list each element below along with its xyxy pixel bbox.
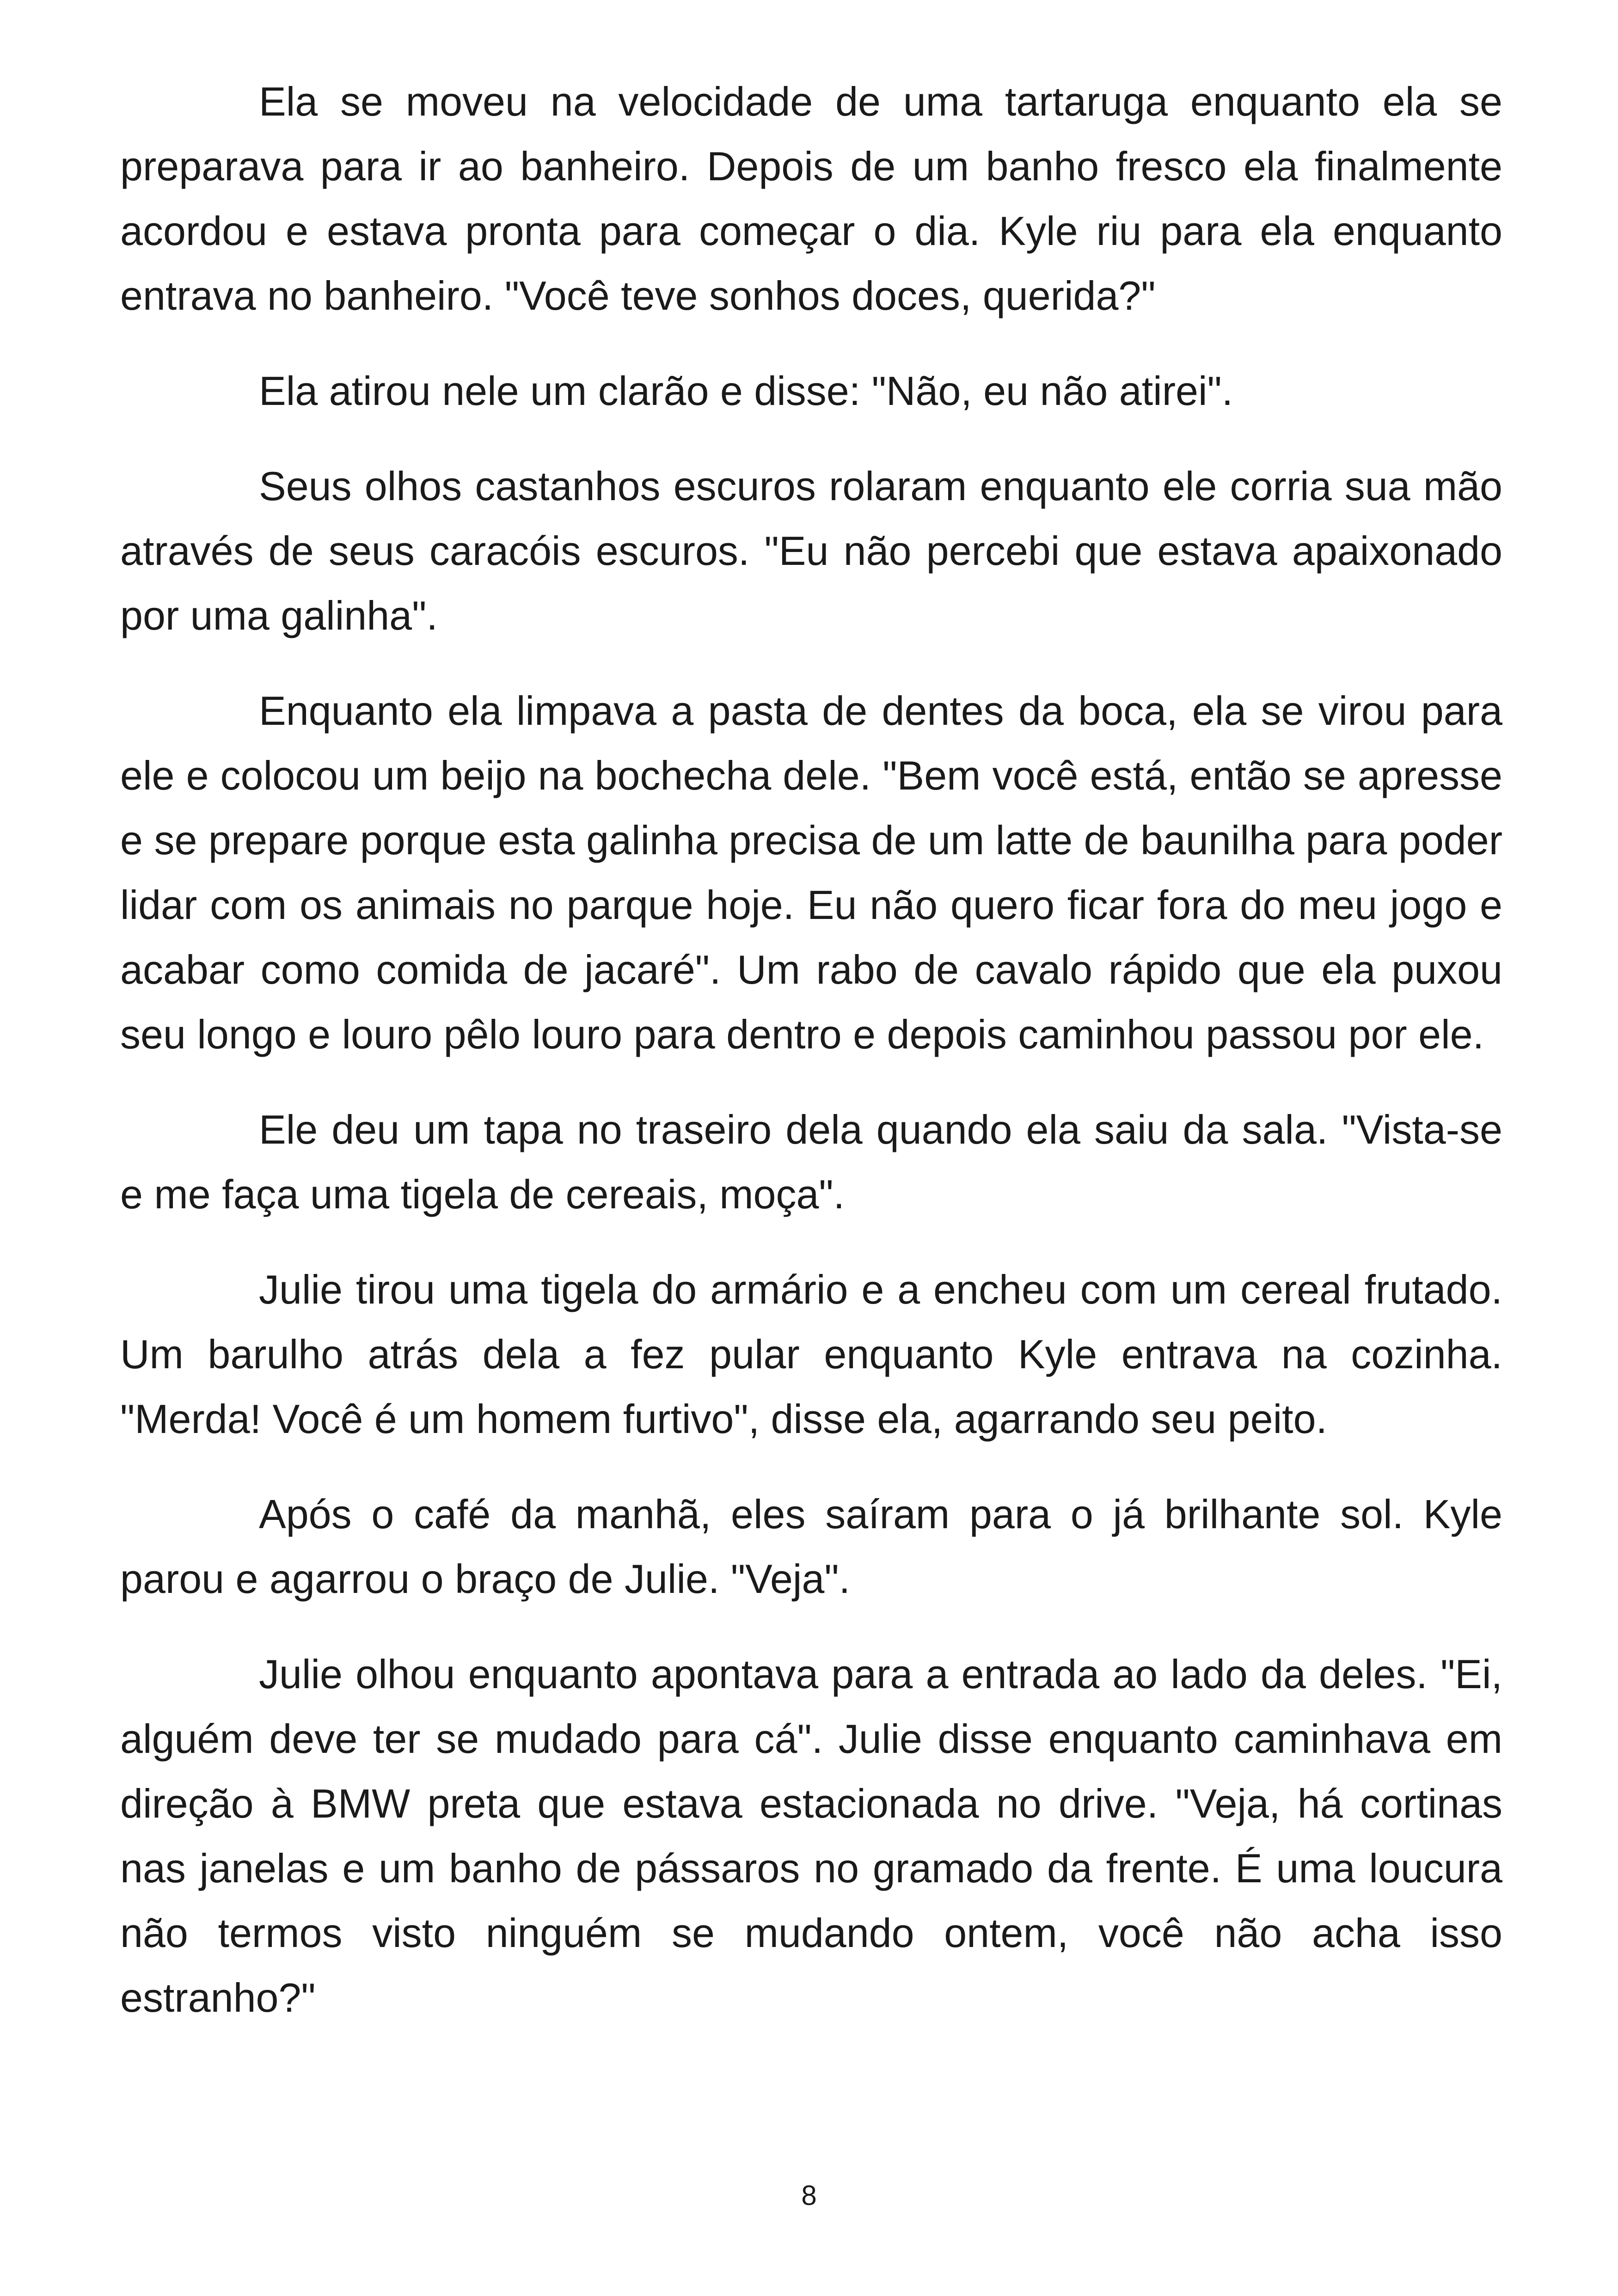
- paragraph: Após o café da manhã, eles saíram para o já brilhante sol. Kyle parou e agarrou o braço de Julie. "Veja".: [120, 1491, 1502, 1602]
- page-number: 8: [801, 2180, 817, 2211]
- paragraph: Seus olhos castanhos escuros rolaram enquanto ele corria sua mão através de seus caracóis escuros. "Eu não percebi que estava apaixonado por uma galinha".: [120, 463, 1502, 638]
- body-text: [120, 69, 1502, 2061]
- paragraph: Enquanto ela limpava a pasta de dentes da boca, ela se virou para ele e colocou um beijo na bochecha dele. "Bem você está, então se apresse e se prepare porque esta galinha precisa de um latte de baunilha para poder lidar com os animais no parque hoje. Eu não quero ficar fora do meu jogo e acabar como comida de jacaré". Um rabo de cavalo rápido que ela puxou seu longo e louro pêlo louro para dentro e depois caminhou passou por ele.: [120, 688, 1502, 1057]
- paragraph: Julie tirou uma tigela do armário e a encheu com um cereal frutado. Um barulho atrás dela a fez pular enquanto Kyle entrava na cozinha. "Merda! Você é um homem furtivo", disse ela, agarrando seu peito.: [120, 1267, 1502, 1442]
- paragraph: Julie olhou enquanto apontava para a entrada ao lado da deles. "Ei, alguém deve ter se mudado para cá". Julie disse enquanto caminhava em direção à BMW preta que estava estacionada no drive. "Veja, há cortinas nas janelas e um banho de pássaros no gramado da frente. É uma loucura não termos visto ninguém se mudando ontem, você não acha isso estranho?": [120, 1651, 1502, 2020]
- paragraph: Ele deu um tapa no traseiro dela quando ela saiu da sala. "Vista-se e me faça uma tigela de cereais, moça".: [120, 1107, 1502, 1217]
- paragraph: Ela atirou nele um clarão e disse: "Não, eu não atirei".: [259, 368, 1233, 414]
- paragraph: Ela se moveu na velocidade de uma tartaruga enquanto ela se preparava para ir ao banheiro. Depois de um banho fresco ela finalmente acordou e estava pronta para começar o dia. Kyle riu para ela enquanto entrava no banheiro. "Você teve sonhos doces, querida?": [120, 79, 1502, 318]
